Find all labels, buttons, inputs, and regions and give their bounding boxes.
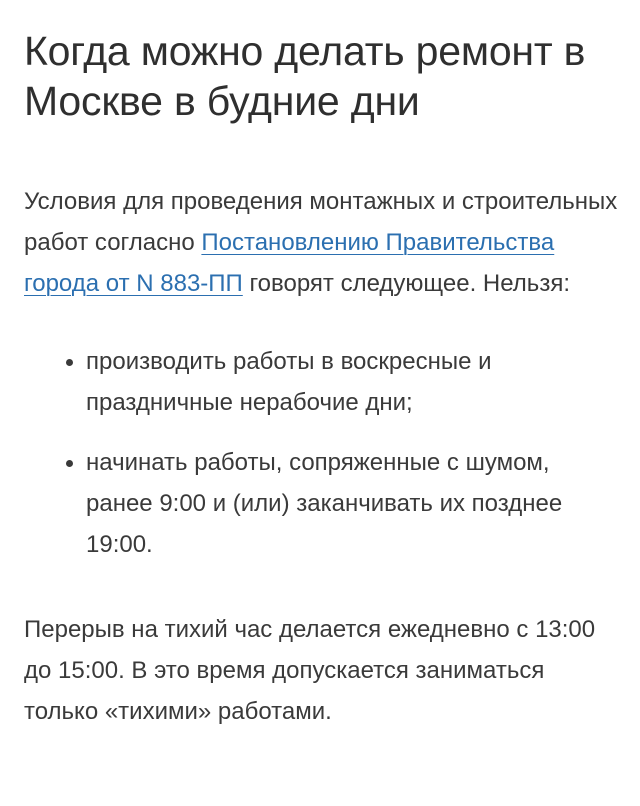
resolution-link[interactable]: Постановлению Правительства города от N 883-ПП (24, 229, 555, 297)
list-item-text: производить работы в воскресные и праздничные нерабочие дни; (86, 348, 492, 416)
restrictions-list (24, 341, 618, 565)
intro-text-before: Условия для проведения монтажных и строительных работ согласно (24, 188, 618, 256)
intro-text-after: говорят следующее. Нельзя: (242, 270, 570, 297)
bullet-dot-icon (66, 460, 73, 467)
list-item (86, 341, 618, 423)
list-item (86, 442, 618, 565)
list-item-text: начинать работы, сопряженные с шумом, ранее 9:00 и (или) заканчивать их позднее 19:00. (86, 449, 563, 558)
bullet-dot-icon (66, 359, 73, 366)
article-title: Когда можно делать ремонт в Москве в будние дни (24, 28, 586, 124)
intro-paragraph (24, 181, 618, 304)
outro-paragraph: Перерыв на тихий час делается ежедневно с 13:00 до 15:00. В это время допускается заниматься только «тихими» работами. (24, 616, 596, 725)
